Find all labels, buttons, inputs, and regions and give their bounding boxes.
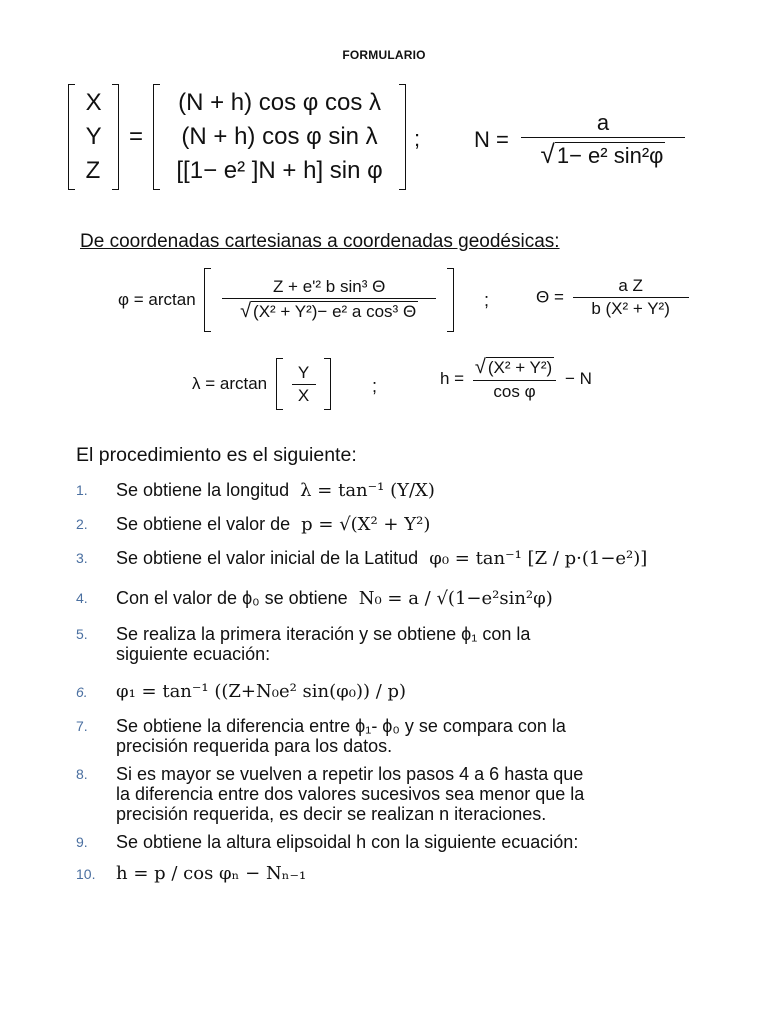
left-bracket — [68, 84, 75, 190]
lambda-denominator: X — [297, 385, 310, 405]
equation-theta — [536, 276, 689, 319]
step-formula: λ = tan⁻¹ (Y/X) — [300, 480, 435, 501]
step-number: 1. — [76, 482, 88, 498]
theta-numerator: a Z — [573, 276, 689, 298]
step-formula: h = p / cos φₙ − Nₙ₋₁ — [116, 863, 307, 884]
equation-phi: φ = arctan $\frac{\text{Z + e'² b sin³ Θ}}{\text{√ (X² + Y²)− e² a cos³ Θ}}$ — [118, 268, 454, 332]
n-lhs: N = — [474, 127, 509, 152]
step-number: 5. — [76, 626, 88, 642]
separator: ; — [372, 376, 378, 396]
step-number: 8. — [76, 766, 88, 782]
step-formula: φ₀ = tan⁻¹ [Z / p·(1−e²)] — [429, 548, 648, 569]
equation-n: N = $\frac{a}{\text{√1− e² sin²φ}}$ — [474, 110, 685, 170]
lambda-numerator: Y — [292, 363, 316, 385]
lambda-lhs: λ = arctan — [192, 374, 268, 393]
h-tail: − N — [564, 369, 592, 388]
vector-x: X — [85, 89, 102, 116]
h-lhs: h = — [440, 369, 465, 388]
equation-cartesian: X Y Z = (N + h) cos φ cos λ (N + h) cos φ sin λ [[1− e² ]N + h] sin φ — [68, 84, 406, 190]
matrix-row: [[1− e² ]N + h] sin φ — [176, 157, 383, 184]
phi-lhs: φ = arctan — [118, 290, 196, 309]
step-text: Se obtiene la altura elipsoidal h con la siguiente ecuación: — [116, 832, 579, 852]
step-text: Se realiza la primera iteración y se obtiene ϕ₁ con la — [116, 624, 531, 644]
n-numerator: a — [521, 110, 685, 138]
step-text: siguiente ecuación: — [116, 644, 271, 664]
step-text: Se obtiene el valor inicial de la Latitud — [116, 548, 419, 568]
vector-y: Y — [85, 123, 102, 150]
h-numerator: (X² + Y²) — [487, 358, 553, 377]
matrix-row: (N + h) cos φ cos λ — [178, 89, 382, 116]
separator: ; — [484, 290, 490, 310]
phi-denominator: (X² + Y²)− e² a cos³ Θ — [253, 302, 417, 321]
step-formula: p = √(X² + Y²) — [301, 514, 431, 535]
vector-xyz — [82, 86, 106, 188]
n-denominator: 1− e² sin²φ — [556, 143, 664, 168]
step-text: Se obtiene el valor de — [116, 514, 291, 534]
step-text: precisión requerida, es decir se realizan n iteraciones. — [116, 804, 547, 824]
step-number: 9. — [76, 834, 88, 850]
step-formula: N₀ = a / √(1−e²sin²φ) — [358, 588, 553, 609]
step-text: Con el valor de ϕ₀ se obtiene — [116, 588, 348, 608]
step-number: 2. — [76, 516, 88, 532]
equation-lambda — [192, 358, 331, 410]
separator: ; — [414, 126, 421, 151]
section-heading: De coordenadas cartesianas a coordenadas geodésicas: — [80, 231, 560, 252]
h-denominator: cos φ — [493, 382, 536, 401]
step-number: 6. — [76, 684, 88, 700]
vector-z: Z — [85, 157, 101, 184]
step-number: 7. — [76, 718, 88, 734]
matrix-rows — [166, 86, 392, 188]
step-text: Se obtiene la longitud — [116, 480, 290, 500]
document-title: FORMULARIO — [342, 48, 426, 62]
matrix-row: (N + h) cos φ sin λ — [181, 123, 378, 150]
step-text: la diferencia entre dos valores sucesivos sea menor que la — [116, 784, 585, 804]
theta-lhs: Θ = — [536, 287, 564, 307]
step-text: precisión requerida para los datos. — [116, 736, 393, 756]
theta-denominator: b (X² + Y²) — [591, 299, 670, 318]
phi-numerator: Z + e'² b sin³ Θ — [222, 277, 436, 299]
step-text: Se obtiene la diferencia entre ϕ₁- ϕ₀ y se compara con la — [116, 716, 566, 736]
step-number: 4. — [76, 590, 88, 606]
step-formula: φ₁ = tan⁻¹ ((Z+N₀e² sin(φ₀)) / p) — [116, 681, 407, 702]
step-text: Si es mayor se vuelven a repetir los pasos 4 a 6 hasta que — [116, 764, 584, 784]
step-number: 10. — [76, 866, 96, 882]
equation-h: h = $\frac{\text{√ (X² + Y²)}}{\text{cos φ}}$ − N — [440, 356, 592, 401]
step-number: 3. — [76, 550, 88, 566]
procedure-heading: El procedimiento es el siguiente: — [76, 444, 357, 466]
